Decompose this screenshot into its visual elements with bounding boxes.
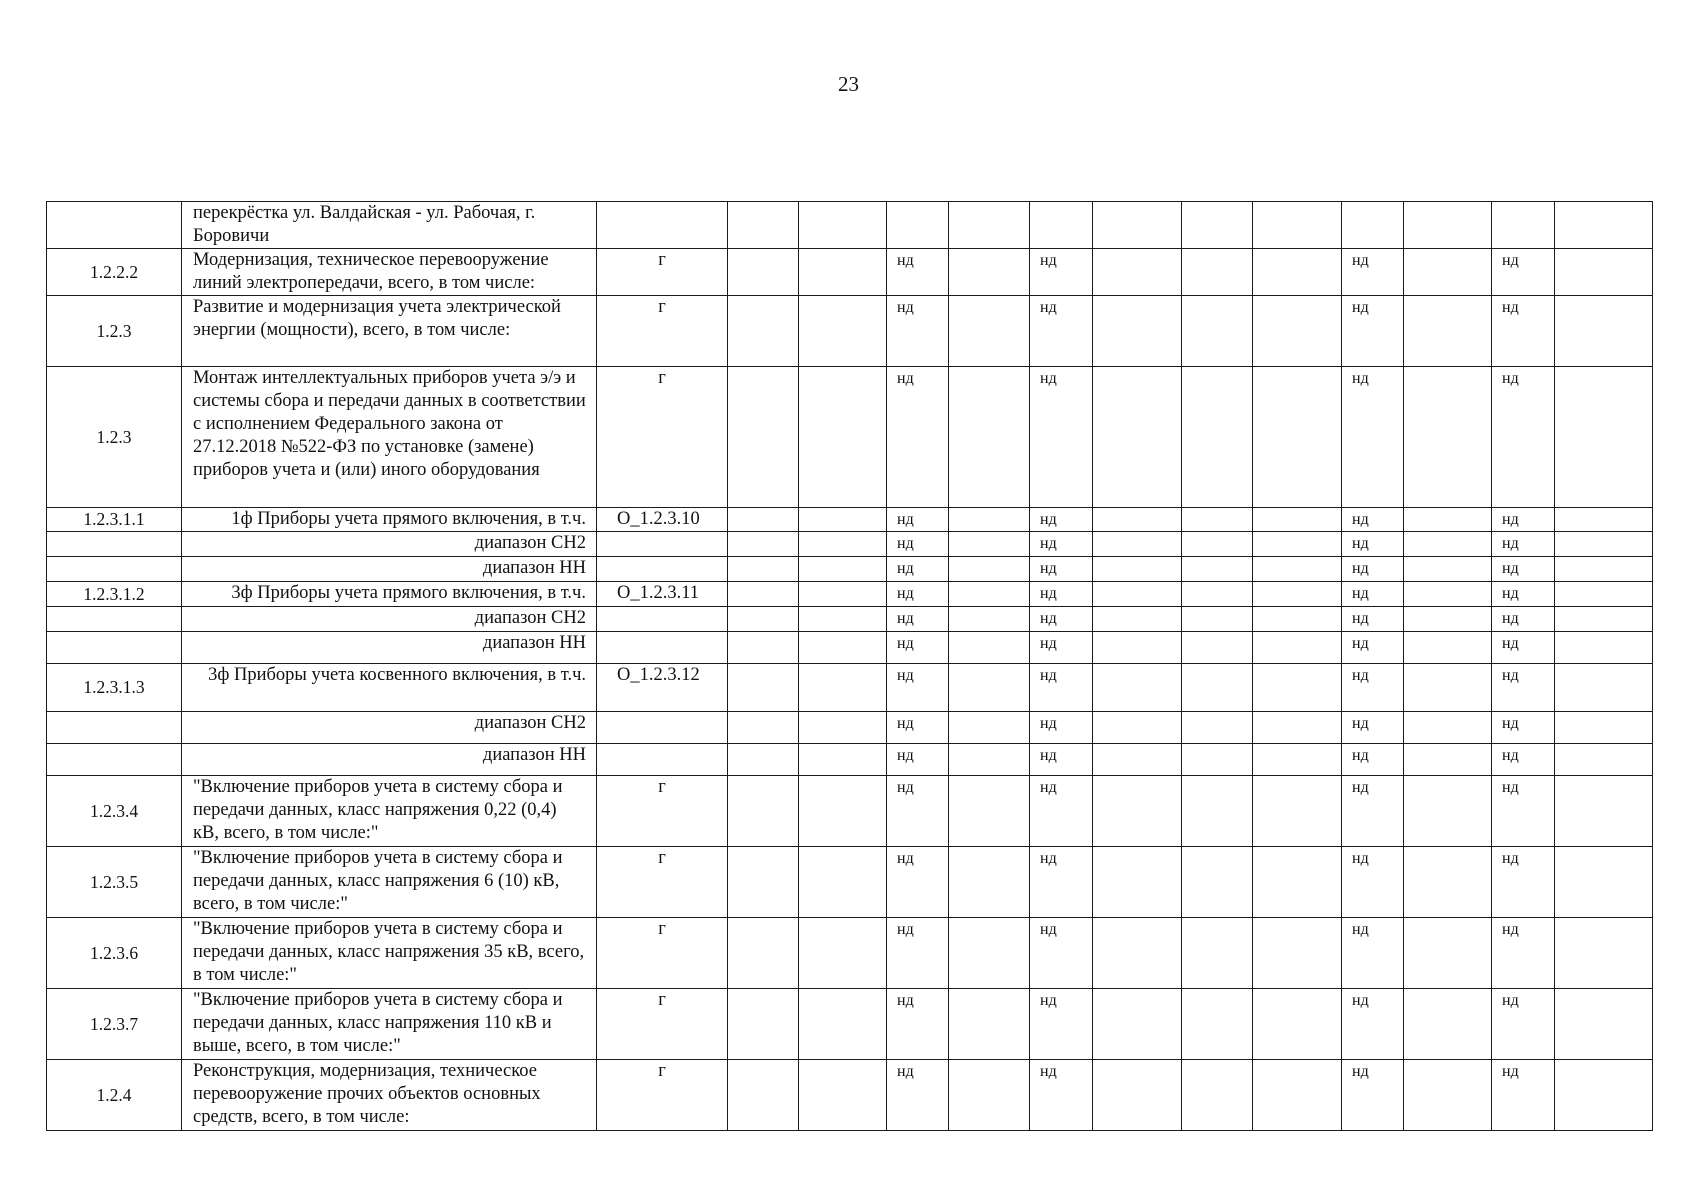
value-cell: нд — [1492, 249, 1555, 296]
empty-cell — [1182, 582, 1253, 607]
row-number-cell — [47, 607, 182, 632]
value-cell: нд — [1492, 776, 1555, 847]
value-cell: нд — [1342, 508, 1404, 532]
unit-code-cell: г — [597, 249, 728, 296]
table-row — [47, 367, 1653, 508]
value-cell: нд — [887, 582, 949, 607]
empty-cell — [1253, 202, 1342, 249]
row-number-cell — [47, 712, 182, 744]
value-cell: нд — [1030, 632, 1093, 664]
value-cell: нд — [1492, 367, 1555, 508]
value-cell: нд — [1492, 632, 1555, 664]
empty-cell — [799, 664, 887, 712]
empty-cell — [949, 249, 1030, 296]
empty-cell — [1404, 557, 1492, 582]
value-cell: нд — [1030, 508, 1093, 532]
empty-cell — [799, 918, 887, 989]
value-cell: нд — [1492, 557, 1555, 582]
empty-cell — [728, 744, 799, 776]
empty-cell — [728, 532, 799, 557]
empty-cell — [1093, 202, 1182, 249]
empty-cell — [799, 989, 887, 1060]
row-number-cell: 1.2.3.5 — [47, 847, 182, 918]
empty-cell — [1404, 632, 1492, 664]
description-cell: 3ф Приборы учета косвенного включения, в т.ч. — [182, 664, 597, 712]
row-number-cell: 1.2.3.1.3 — [47, 664, 182, 712]
empty-cell — [949, 508, 1030, 532]
empty-cell — [949, 296, 1030, 367]
description-cell: "Включение приборов учета в систему сбора и передачи данных, класс напряжения 0,22 (0,4) кВ, всего, в том числе:" — [182, 776, 597, 847]
empty-cell — [1555, 632, 1653, 664]
description-cell: Модернизация, техническое перевооружение линий электропередачи, всего, в том числе: — [182, 249, 597, 296]
empty-cell — [1093, 776, 1182, 847]
value-cell: нд — [1342, 607, 1404, 632]
description-cell: диапазон НН — [182, 744, 597, 776]
description-cell: диапазон СН2 — [182, 532, 597, 557]
empty-cell — [1555, 557, 1653, 582]
value-cell: нд — [887, 508, 949, 532]
table-row — [47, 632, 1653, 664]
empty-cell — [1093, 249, 1182, 296]
empty-cell — [1404, 532, 1492, 557]
empty-cell — [1404, 202, 1492, 249]
row-number-cell — [47, 744, 182, 776]
empty-cell — [1555, 918, 1653, 989]
empty-cell — [799, 607, 887, 632]
empty-cell — [1182, 632, 1253, 664]
unit-code-cell: г — [597, 918, 728, 989]
empty-cell — [1555, 249, 1653, 296]
row-number-cell: 1.2.4 — [47, 1060, 182, 1131]
value-cell: нд — [887, 296, 949, 367]
empty-cell — [799, 632, 887, 664]
empty-cell — [799, 557, 887, 582]
empty-cell — [1253, 296, 1342, 367]
table-row — [47, 664, 1653, 712]
value-cell: нд — [1342, 744, 1404, 776]
empty-cell — [799, 508, 887, 532]
row-number-cell: 1.2.3.7 — [47, 989, 182, 1060]
table-row — [47, 557, 1653, 582]
empty-cell — [799, 776, 887, 847]
empty-cell — [1182, 557, 1253, 582]
empty-cell — [1182, 712, 1253, 744]
value-cell: нд — [1030, 296, 1093, 367]
value-cell: нд — [887, 1060, 949, 1131]
empty-cell — [1182, 664, 1253, 712]
value-cell: нд — [1030, 532, 1093, 557]
empty-cell — [1253, 607, 1342, 632]
empty-cell — [1555, 989, 1653, 1060]
empty-cell — [1093, 296, 1182, 367]
empty-cell — [1093, 582, 1182, 607]
value-cell: нд — [887, 367, 949, 508]
empty-cell — [1404, 1060, 1492, 1131]
empty-cell — [728, 557, 799, 582]
value-cell: нд — [1030, 712, 1093, 744]
empty-cell — [728, 989, 799, 1060]
value-cell: нд — [1342, 557, 1404, 582]
empty-cell — [1555, 532, 1653, 557]
value-cell: нд — [1030, 582, 1093, 607]
empty-cell — [1404, 582, 1492, 607]
value-cell: нд — [1492, 508, 1555, 532]
value-cell: нд — [1492, 712, 1555, 744]
empty-cell — [1093, 607, 1182, 632]
table-row — [47, 744, 1653, 776]
empty-cell — [949, 918, 1030, 989]
table-row — [47, 582, 1653, 607]
table-body — [47, 202, 1653, 1131]
unit-code-cell — [597, 632, 728, 664]
row-number-cell: 1.2.3 — [47, 296, 182, 367]
unit-code-cell — [597, 557, 728, 582]
empty-cell — [1253, 712, 1342, 744]
value-cell: нд — [1492, 1060, 1555, 1131]
empty-cell — [728, 918, 799, 989]
empty-cell — [1182, 296, 1253, 367]
empty-cell — [1404, 712, 1492, 744]
table-row — [47, 202, 1653, 249]
value-cell: нд — [1030, 744, 1093, 776]
empty-cell — [949, 532, 1030, 557]
empty-cell — [949, 712, 1030, 744]
empty-cell — [1404, 249, 1492, 296]
row-number-cell: 1.2.3.1.1 — [47, 508, 182, 532]
value-cell: нд — [1030, 664, 1093, 712]
empty-cell — [1404, 918, 1492, 989]
empty-cell — [799, 296, 887, 367]
empty-cell — [1182, 607, 1253, 632]
unit-code-cell: О_1.2.3.12 — [597, 664, 728, 712]
value-cell: нд — [887, 847, 949, 918]
table-row — [47, 1060, 1653, 1131]
value-cell: нд — [1030, 847, 1093, 918]
empty-cell — [1404, 367, 1492, 508]
value-cell: нд — [1342, 632, 1404, 664]
value-cell: нд — [1492, 989, 1555, 1060]
empty-cell — [949, 776, 1030, 847]
empty-cell — [728, 632, 799, 664]
row-number-cell: 1.2.3.6 — [47, 918, 182, 989]
value-cell: нд — [887, 989, 949, 1060]
description-cell: перекрёстка ул. Валдайская - ул. Рабочая, г. Боровичи — [182, 202, 597, 249]
unit-code-cell: г — [597, 367, 728, 508]
value-cell: нд — [1030, 1060, 1093, 1131]
investment-table — [46, 201, 1653, 1131]
empty-cell — [1182, 249, 1253, 296]
empty-cell — [1093, 508, 1182, 532]
value-cell: нд — [1492, 664, 1555, 712]
empty-cell — [1555, 664, 1653, 712]
empty-cell — [1182, 744, 1253, 776]
empty-cell — [1182, 918, 1253, 989]
empty-cell — [1253, 847, 1342, 918]
empty-cell — [1253, 582, 1342, 607]
value-cell: нд — [1342, 532, 1404, 557]
empty-cell — [728, 367, 799, 508]
empty-cell — [1404, 847, 1492, 918]
value-cell: нд — [887, 249, 949, 296]
empty-cell — [1093, 1060, 1182, 1131]
empty-cell — [799, 249, 887, 296]
description-cell: Развитие и модернизация учета электрической энергии (мощности), всего, в том числе: — [182, 296, 597, 367]
empty-cell — [1253, 664, 1342, 712]
empty-cell — [1404, 989, 1492, 1060]
empty-cell — [1093, 632, 1182, 664]
empty-cell — [1555, 607, 1653, 632]
empty-cell — [728, 776, 799, 847]
value-cell: нд — [1492, 582, 1555, 607]
description-cell: Реконструкция, модернизация, техническое перевооружение прочих объектов основных средств, всего, в том числе: — [182, 1060, 597, 1131]
empty-cell — [1093, 847, 1182, 918]
empty-cell — [1182, 989, 1253, 1060]
value-cell: нд — [887, 557, 949, 582]
empty-cell — [949, 989, 1030, 1060]
table-row — [47, 532, 1653, 557]
empty-cell — [949, 607, 1030, 632]
empty-cell — [799, 847, 887, 918]
value-cell — [1030, 202, 1093, 249]
empty-cell — [1253, 508, 1342, 532]
row-number-cell: 1.2.3 — [47, 367, 182, 508]
value-cell: нд — [1342, 712, 1404, 744]
empty-cell — [1555, 296, 1653, 367]
empty-cell — [1253, 367, 1342, 508]
empty-cell — [949, 847, 1030, 918]
empty-cell — [1555, 847, 1653, 918]
value-cell: нд — [1342, 918, 1404, 989]
empty-cell — [799, 744, 887, 776]
table-row — [47, 989, 1653, 1060]
empty-cell — [1093, 744, 1182, 776]
empty-cell — [949, 202, 1030, 249]
value-cell — [1492, 202, 1555, 249]
value-cell: нд — [1492, 296, 1555, 367]
value-cell: нд — [1030, 249, 1093, 296]
table-row — [47, 712, 1653, 744]
empty-cell — [1253, 776, 1342, 847]
empty-cell — [1182, 847, 1253, 918]
row-number-cell: 1.2.2.2 — [47, 249, 182, 296]
table-row — [47, 847, 1653, 918]
empty-cell — [1555, 712, 1653, 744]
empty-cell — [799, 1060, 887, 1131]
unit-code-cell: г — [597, 847, 728, 918]
empty-cell — [1555, 582, 1653, 607]
description-cell: диапазон НН — [182, 632, 597, 664]
empty-cell — [728, 847, 799, 918]
empty-cell — [949, 1060, 1030, 1131]
empty-cell — [1093, 664, 1182, 712]
value-cell: нд — [1492, 847, 1555, 918]
value-cell: нд — [1342, 249, 1404, 296]
value-cell: нд — [887, 632, 949, 664]
description-cell: 3ф Приборы учета прямого включения, в т.ч. — [182, 582, 597, 607]
empty-cell — [1404, 776, 1492, 847]
value-cell: нд — [1030, 607, 1093, 632]
empty-cell — [1182, 1060, 1253, 1131]
empty-cell — [1404, 744, 1492, 776]
empty-cell — [1253, 249, 1342, 296]
empty-cell — [1093, 918, 1182, 989]
table-row — [47, 508, 1653, 532]
unit-code-cell: О_1.2.3.10 — [597, 508, 728, 532]
empty-cell — [728, 664, 799, 712]
unit-code-cell: г — [597, 989, 728, 1060]
empty-cell — [1093, 557, 1182, 582]
description-cell: 1ф Приборы учета прямого включения, в т.ч. — [182, 508, 597, 532]
empty-cell — [728, 202, 799, 249]
table-row — [47, 296, 1653, 367]
empty-cell — [949, 664, 1030, 712]
empty-cell — [728, 712, 799, 744]
value-cell: нд — [887, 744, 949, 776]
empty-cell — [728, 607, 799, 632]
value-cell: нд — [887, 776, 949, 847]
value-cell: нд — [887, 712, 949, 744]
unit-code-cell — [597, 744, 728, 776]
value-cell: нд — [1030, 367, 1093, 508]
unit-code-cell — [597, 712, 728, 744]
empty-cell — [1093, 532, 1182, 557]
empty-cell — [1404, 664, 1492, 712]
value-cell: нд — [887, 532, 949, 557]
empty-cell — [728, 582, 799, 607]
empty-cell — [949, 367, 1030, 508]
empty-cell — [949, 557, 1030, 582]
unit-code-cell: г — [597, 1060, 728, 1131]
empty-cell — [799, 367, 887, 508]
description-cell: "Включение приборов учета в систему сбора и передачи данных, класс напряжения 35 кВ, всего, в том числе:" — [182, 918, 597, 989]
empty-cell — [1555, 776, 1653, 847]
value-cell: нд — [1030, 918, 1093, 989]
description-cell: Монтаж интеллектуальных приборов учета э/э и системы сбора и передачи данных в соответствии с исполнением Федерального закона от 27.12.2018 №522-ФЗ по установке (замене) приборов учета и (или) иного оборудования — [182, 367, 597, 508]
empty-cell — [728, 508, 799, 532]
empty-cell — [799, 532, 887, 557]
value-cell: нд — [1342, 582, 1404, 607]
empty-cell — [728, 296, 799, 367]
empty-cell — [799, 582, 887, 607]
row-number-cell — [47, 202, 182, 249]
unit-code-cell: О_1.2.3.11 — [597, 582, 728, 607]
table-row — [47, 249, 1653, 296]
empty-cell — [949, 744, 1030, 776]
description-cell: диапазон СН2 — [182, 712, 597, 744]
empty-cell — [1555, 508, 1653, 532]
unit-code-cell: г — [597, 776, 728, 847]
value-cell: нд — [1342, 664, 1404, 712]
unit-code-cell — [597, 202, 728, 249]
empty-cell — [1404, 508, 1492, 532]
value-cell — [887, 202, 949, 249]
empty-cell — [728, 249, 799, 296]
value-cell: нд — [1030, 557, 1093, 582]
empty-cell — [949, 632, 1030, 664]
value-cell: нд — [887, 664, 949, 712]
empty-cell — [1182, 508, 1253, 532]
empty-cell — [1093, 367, 1182, 508]
value-cell: нд — [887, 607, 949, 632]
value-cell: нд — [887, 918, 949, 989]
value-cell: нд — [1342, 847, 1404, 918]
empty-cell — [1253, 918, 1342, 989]
empty-cell — [1555, 1060, 1653, 1131]
row-number-cell — [47, 532, 182, 557]
value-cell: нд — [1342, 367, 1404, 508]
empty-cell — [1182, 202, 1253, 249]
description-cell: диапазон НН — [182, 557, 597, 582]
value-cell: нд — [1342, 776, 1404, 847]
empty-cell — [949, 582, 1030, 607]
value-cell — [1342, 202, 1404, 249]
value-cell: нд — [1492, 918, 1555, 989]
row-number-cell: 1.2.3.1.2 — [47, 582, 182, 607]
empty-cell — [1182, 367, 1253, 508]
description-cell: "Включение приборов учета в систему сбора и передачи данных, класс напряжения 6 (10) кВ, всего, в том числе:" — [182, 847, 597, 918]
empty-cell — [728, 1060, 799, 1131]
empty-cell — [1253, 632, 1342, 664]
value-cell: нд — [1342, 1060, 1404, 1131]
empty-cell — [1253, 557, 1342, 582]
value-cell: нд — [1492, 607, 1555, 632]
empty-cell — [799, 712, 887, 744]
empty-cell — [1253, 989, 1342, 1060]
empty-cell — [1404, 607, 1492, 632]
value-cell: нд — [1342, 296, 1404, 367]
empty-cell — [1404, 296, 1492, 367]
empty-cell — [1093, 712, 1182, 744]
empty-cell — [1253, 532, 1342, 557]
empty-cell — [1555, 367, 1653, 508]
row-number-cell: 1.2.3.4 — [47, 776, 182, 847]
table-row — [47, 607, 1653, 632]
description-cell: "Включение приборов учета в систему сбора и передачи данных, класс напряжения 110 кВ и выше, всего, в том числе:" — [182, 989, 597, 1060]
description-cell: диапазон СН2 — [182, 607, 597, 632]
empty-cell — [1182, 532, 1253, 557]
unit-code-cell — [597, 607, 728, 632]
value-cell: нд — [1030, 776, 1093, 847]
empty-cell — [1555, 744, 1653, 776]
value-cell: нд — [1492, 744, 1555, 776]
table-row — [47, 918, 1653, 989]
empty-cell — [1555, 202, 1653, 249]
value-cell: нд — [1030, 989, 1093, 1060]
unit-code-cell — [597, 532, 728, 557]
empty-cell — [799, 202, 887, 249]
page-number: 23 — [838, 72, 859, 96]
table-row — [47, 776, 1653, 847]
value-cell: нд — [1492, 532, 1555, 557]
empty-cell — [1253, 744, 1342, 776]
empty-cell — [1253, 1060, 1342, 1131]
unit-code-cell: г — [597, 296, 728, 367]
row-number-cell — [47, 632, 182, 664]
row-number-cell — [47, 557, 182, 582]
value-cell: нд — [1342, 989, 1404, 1060]
empty-cell — [1182, 776, 1253, 847]
empty-cell — [1093, 989, 1182, 1060]
